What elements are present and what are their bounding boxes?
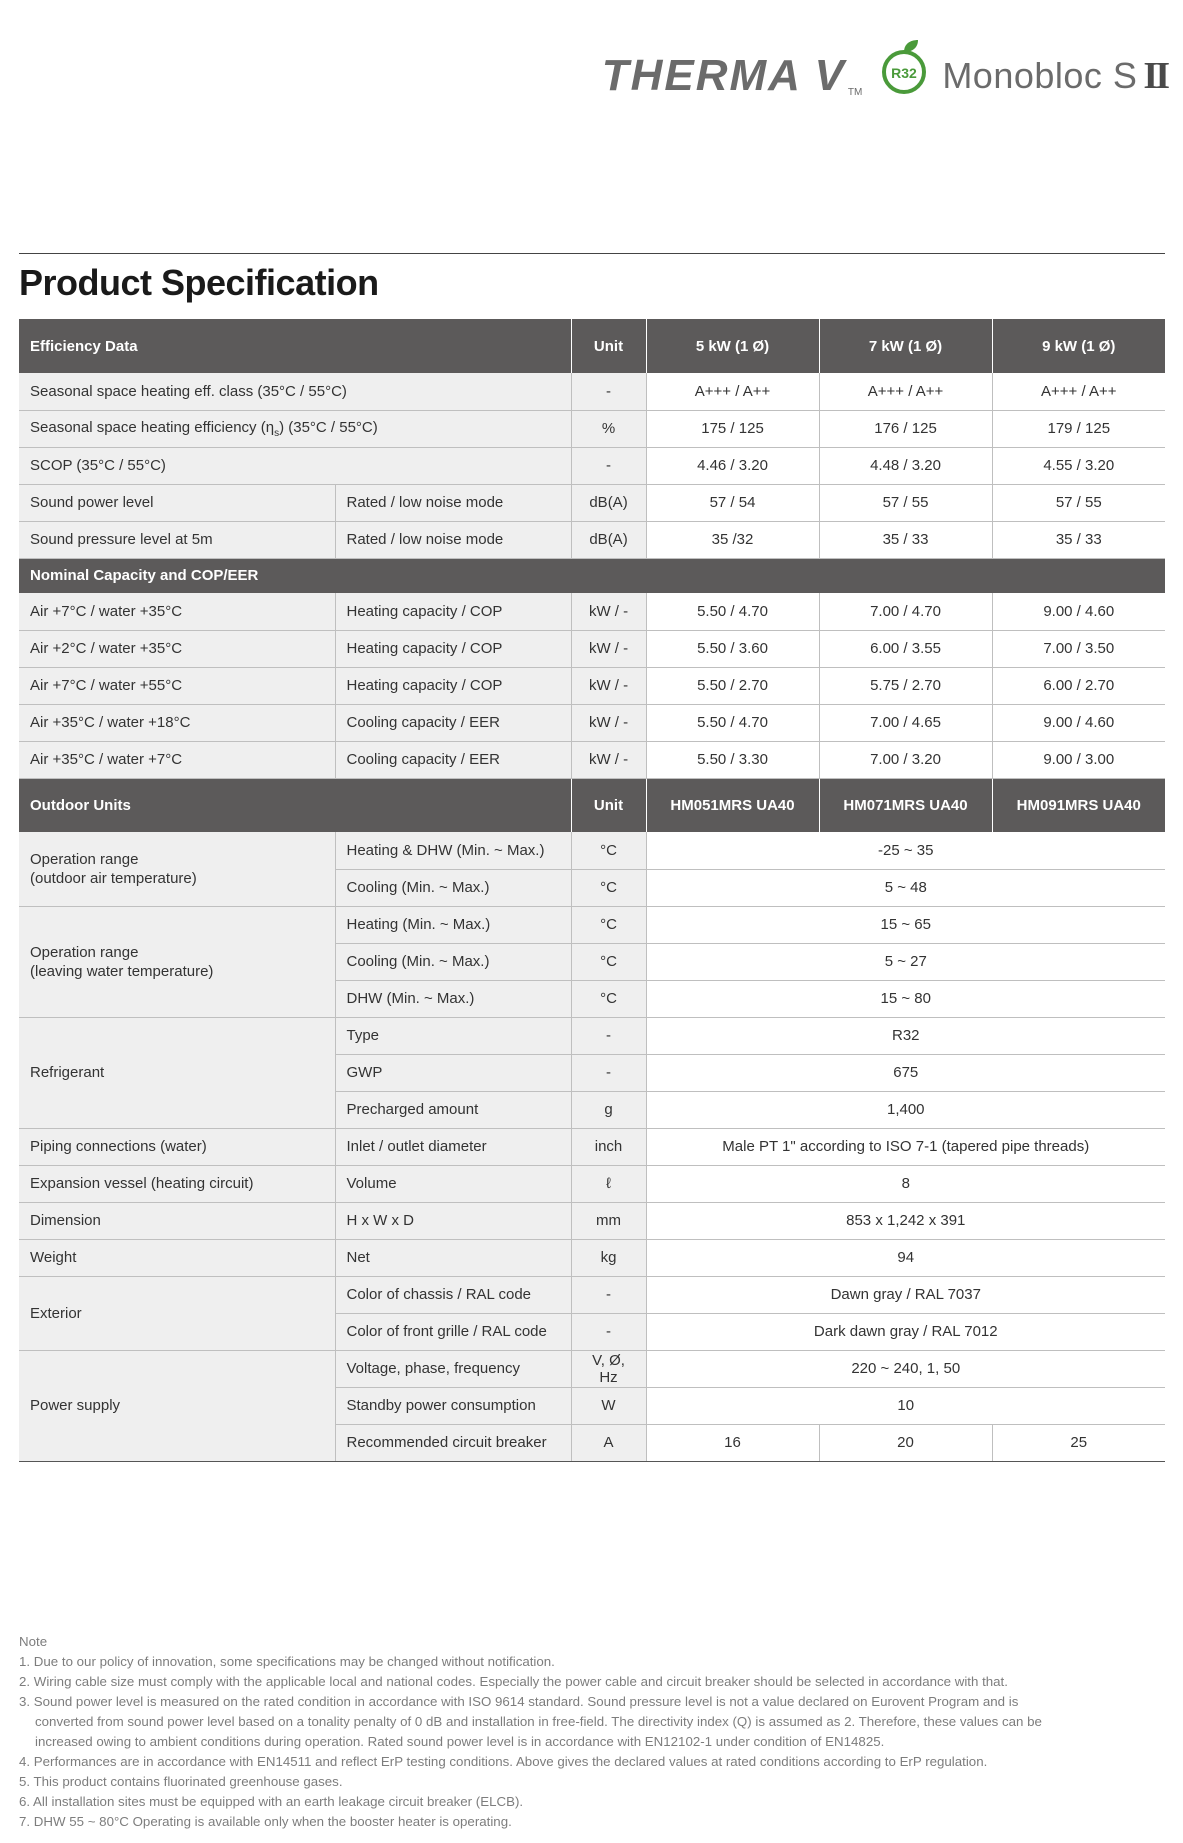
row-label: Dimension [19, 1202, 335, 1239]
row-value: 853 x 1,242 x 391 [646, 1202, 1165, 1239]
row-unit: - [571, 447, 646, 484]
note-item: 6. All installation sites must be equipped with an earth leakage circuit breaker (ELCB). [19, 1794, 524, 1809]
row-value: Dark dawn gray / RAL 7012 [646, 1313, 1165, 1350]
row-condition: Cooling capacity / EER [335, 741, 571, 778]
table-row [19, 410, 1165, 447]
brand-name: THERMA V [601, 51, 846, 100]
model-col-header: 9 kW (1 Ø) [992, 319, 1165, 373]
model-col-header: HM071MRS UA40 [819, 778, 992, 832]
row-value: 10 [646, 1387, 1165, 1424]
row-value: 675 [646, 1054, 1165, 1091]
row-condition: Heating (Min. ~ Max.) [335, 906, 571, 943]
row-condition: Heating & DHW (Min. ~ Max.) [335, 832, 571, 869]
row-value: 4.48 / 3.20 [819, 447, 992, 484]
table-row [19, 484, 1165, 521]
row-label [19, 906, 335, 1017]
row-unit: - [571, 1313, 646, 1350]
row-value: 5 ~ 48 [646, 869, 1165, 906]
table-row [19, 1239, 1165, 1276]
efficiency-header-row [19, 319, 1165, 373]
unit-header: Unit [571, 319, 646, 373]
row-condition: Volume [335, 1165, 571, 1202]
spec-table [19, 319, 1165, 1462]
row-value: 35 / 33 [819, 521, 992, 558]
row-unit: - [571, 1276, 646, 1313]
note-item: 3. Sound power level is measured on the rated condition in accordance with ISO 9614 standard. Sound pressure level is not a value declared on Eurovent Program and is [19, 1694, 1019, 1709]
row-unit: dB(A) [571, 484, 646, 521]
row-value: A+++ / A++ [646, 373, 819, 410]
brand-logo [602, 36, 1167, 116]
row-value: 5.50 / 3.30 [646, 741, 819, 778]
row-label [19, 832, 335, 906]
row-label [19, 410, 571, 447]
r32-badge-text: R32 [891, 65, 918, 81]
row-condition: Type [335, 1017, 571, 1054]
row-value: 7.00 / 3.20 [819, 741, 992, 778]
model-col-header: HM091MRS UA40 [992, 778, 1165, 832]
row-condition: Net [335, 1239, 571, 1276]
row-value: -25 ~ 35 [646, 832, 1165, 869]
row-condition: Precharged amount [335, 1091, 571, 1128]
row-value: 176 / 125 [819, 410, 992, 447]
row-unit: - [571, 373, 646, 410]
row-value: 57 / 54 [646, 484, 819, 521]
row-value: 15 ~ 80 [646, 980, 1165, 1017]
note-item: 7. DHW 55 ~ 80°C Operating is available only when the booster heater is operating. [19, 1814, 512, 1829]
row-condition: Heating capacity / COP [335, 667, 571, 704]
row-value: A+++ / A++ [819, 373, 992, 410]
label-line: (leaving water temperature) [30, 962, 214, 980]
table-row [19, 704, 1165, 741]
row-unit: dB(A) [571, 521, 646, 558]
nominal-header-row [19, 558, 1165, 593]
row-unit: kW / - [571, 630, 646, 667]
row-value: 57 / 55 [992, 484, 1165, 521]
row-value: 94 [646, 1239, 1165, 1276]
row-unit: kW / - [571, 704, 646, 741]
row-unit: kW / - [571, 667, 646, 704]
table-row [19, 667, 1165, 704]
table-row [19, 906, 1165, 943]
row-value: Dawn gray / RAL 7037 [646, 1276, 1165, 1313]
row-condition: Color of chassis / RAL code [335, 1276, 571, 1313]
table-row [19, 1017, 1165, 1054]
row-condition: GWP [335, 1054, 571, 1091]
row-label: Air +35°C / water +18°C [19, 704, 335, 741]
table-row [19, 630, 1165, 667]
row-value: A+++ / A++ [992, 373, 1165, 410]
row-value: 7.00 / 4.70 [819, 593, 992, 630]
row-value: 25 [992, 1424, 1165, 1461]
row-label: Piping connections (water) [19, 1128, 335, 1165]
row-condition: Heating capacity / COP [335, 593, 571, 630]
row-unit: °C [571, 832, 646, 869]
table-row [19, 1165, 1165, 1202]
row-value: 5.50 / 2.70 [646, 667, 819, 704]
title-divider [19, 253, 1165, 254]
model-col-header: 7 kW (1 Ø) [819, 319, 992, 373]
model-col-header: HM051MRS UA40 [646, 778, 819, 832]
row-unit: kg [571, 1239, 646, 1276]
notes-section [19, 1632, 1169, 1832]
table-row [19, 521, 1165, 558]
note-item: 4. Performances are in accordance with EN14511 and reflect ErP testing conditions. Above gives the declared values at rated conditions according to ErP regulation. [19, 1754, 988, 1769]
table-row [19, 1350, 1165, 1387]
row-label: Air +35°C / water +7°C [19, 741, 335, 778]
row-unit: °C [571, 869, 646, 906]
row-unit: A [571, 1424, 646, 1461]
row-value: 6.00 / 3.55 [819, 630, 992, 667]
table-row [19, 1276, 1165, 1313]
row-value: 8 [646, 1165, 1165, 1202]
row-condition: Standby power consumption [335, 1387, 571, 1424]
row-value: 35 /32 [646, 521, 819, 558]
efficiency-header-label: Efficiency Data [19, 319, 571, 373]
row-value: Male PT 1" according to ISO 7-1 (tapered pipe threads) [646, 1128, 1165, 1165]
row-condition: DHW (Min. ~ Max.) [335, 980, 571, 1017]
row-label: Expansion vessel (heating circuit) [19, 1165, 335, 1202]
row-label: Refrigerant [19, 1017, 335, 1128]
notes-title: Note [19, 1634, 48, 1649]
product-name: Monobloc S [942, 55, 1138, 96]
row-condition: Rated / low noise mode [335, 484, 571, 521]
unit-header: Unit [571, 778, 646, 832]
label-line: (outdoor air temperature) [30, 869, 197, 887]
row-condition: Cooling capacity / EER [335, 704, 571, 741]
row-value: 5.50 / 3.60 [646, 630, 819, 667]
note-item: 5. This product contains fluorinated greenhouse gases. [19, 1774, 343, 1789]
row-value: 5.50 / 4.70 [646, 593, 819, 630]
table-row [19, 1202, 1165, 1239]
table-row [19, 593, 1165, 630]
row-value: 4.46 / 3.20 [646, 447, 819, 484]
note-item-continued: converted from sound power level based on a tonality penalty of 0 dB and installation in free-field. The directivity index (Q) is assumed as 2. Therefore, these values can be [35, 1714, 1042, 1729]
outdoor-header-row [19, 778, 1165, 832]
row-value: 220 ~ 240, 1, 50 [646, 1350, 1165, 1387]
row-unit: kW / - [571, 593, 646, 630]
note-item: 1. Due to our policy of innovation, some specifications may be changed without notification. [19, 1654, 555, 1669]
row-value: 9.00 / 4.60 [992, 593, 1165, 630]
label-text: Seasonal space heating efficiency (η [30, 418, 275, 436]
row-condition: Cooling (Min. ~ Max.) [335, 869, 571, 906]
product-numeral: II [1143, 55, 1167, 97]
label-text: ) (35°C / 55°C) [279, 418, 378, 436]
row-condition: Recommended circuit breaker [335, 1424, 571, 1461]
row-value: 9.00 / 4.60 [992, 704, 1165, 741]
row-label: Air +2°C / water +35°C [19, 630, 335, 667]
row-unit: °C [571, 906, 646, 943]
table-row [19, 832, 1165, 869]
row-condition: Color of front grille / RAL code [335, 1313, 571, 1350]
row-value: 6.00 / 2.70 [992, 667, 1165, 704]
table-row [19, 373, 1165, 410]
row-value: 7.00 / 4.65 [819, 704, 992, 741]
row-label: Weight [19, 1239, 335, 1276]
row-label: Exterior [19, 1276, 335, 1350]
table-row [19, 741, 1165, 778]
row-condition: Heating capacity / COP [335, 630, 571, 667]
row-label: SCOP (35°C / 55°C) [19, 447, 571, 484]
row-value: 35 / 33 [992, 521, 1165, 558]
row-unit: °C [571, 980, 646, 1017]
row-unit: g [571, 1091, 646, 1128]
row-condition: Rated / low noise mode [335, 521, 571, 558]
label-subscript: s [274, 427, 280, 439]
page-title: Product Specification [19, 262, 379, 303]
row-condition: H x W x D [335, 1202, 571, 1239]
row-unit: ℓ [571, 1165, 646, 1202]
table-row [19, 1128, 1165, 1165]
row-value: R32 [646, 1017, 1165, 1054]
note-item: 2. Wiring cable size must comply with the applicable local and national codes. Especially the power cable and circuit breaker should be selected in accordance with that. [19, 1674, 1008, 1689]
row-value: 57 / 55 [819, 484, 992, 521]
outdoor-header-label: Outdoor Units [19, 778, 571, 832]
row-label: Air +7°C / water +55°C [19, 667, 335, 704]
row-label: Air +7°C / water +35°C [19, 593, 335, 630]
row-condition: Cooling (Min. ~ Max.) [335, 943, 571, 980]
row-label: Sound power level [19, 484, 335, 521]
row-value: 9.00 / 3.00 [992, 741, 1165, 778]
r32-leaf-icon [880, 38, 928, 96]
row-value: 175 / 125 [646, 410, 819, 447]
row-unit: % [571, 410, 646, 447]
row-unit: - [571, 1054, 646, 1091]
row-unit: kW / - [571, 741, 646, 778]
note-item-continued: increased owing to ambient conditions during operation. Rated sound power level is in accordance with EN12102-1 under condition of EN14825. [35, 1734, 885, 1749]
model-col-header: 5 kW (1 Ø) [646, 319, 819, 373]
row-label: Sound pressure level at 5m [19, 521, 335, 558]
row-value: 5.75 / 2.70 [819, 667, 992, 704]
row-label: Seasonal space heating eff. class (35°C / 55°C) [19, 373, 571, 410]
row-value: 16 [646, 1424, 819, 1461]
nominal-header-label: Nominal Capacity and COP/EER [19, 558, 1165, 593]
row-value: 4.55 / 3.20 [992, 447, 1165, 484]
row-unit: - [571, 1017, 646, 1054]
row-unit: °C [571, 943, 646, 980]
row-value: 15 ~ 65 [646, 906, 1165, 943]
row-value: 7.00 / 3.50 [992, 630, 1165, 667]
row-value: 1,400 [646, 1091, 1165, 1128]
row-label: Power supply [19, 1350, 335, 1461]
row-unit: inch [571, 1128, 646, 1165]
row-value: 179 / 125 [992, 410, 1165, 447]
row-condition: Inlet / outlet diameter [335, 1128, 571, 1165]
row-value: 5.50 / 4.70 [646, 704, 819, 741]
label-line: Operation range [30, 943, 139, 961]
row-condition: Voltage, phase, frequency [335, 1350, 571, 1387]
label-line: Operation range [30, 850, 139, 868]
row-unit: V, Ø, Hz [571, 1350, 646, 1387]
table-row [19, 447, 1165, 484]
row-value: 20 [819, 1424, 992, 1461]
brand-trademark: TM [847, 87, 863, 98]
row-unit: mm [571, 1202, 646, 1239]
row-unit: W [571, 1387, 646, 1424]
row-value: 5 ~ 27 [646, 943, 1165, 980]
